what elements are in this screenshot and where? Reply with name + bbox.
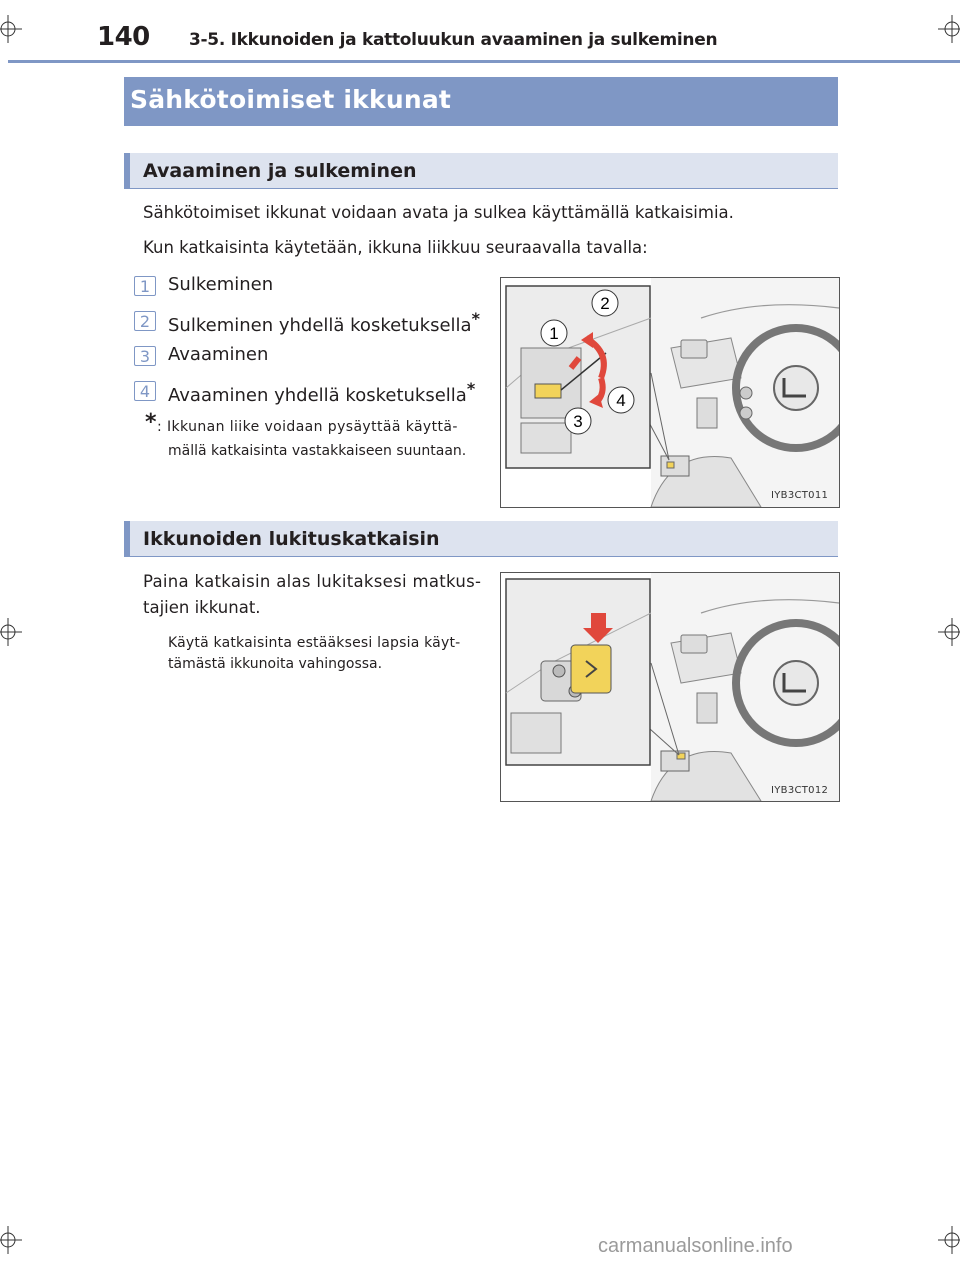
image-code-2: IYB3CT012 <box>771 785 829 796</box>
item-label-1: Sulkeminen <box>168 274 274 295</box>
callout-3: 3 <box>573 412 583 431</box>
main-title: Sähkötoimiset ikkunat <box>130 85 452 114</box>
window-switch-illustration <box>500 277 840 508</box>
callout-1: 1 <box>549 324 559 343</box>
item-label-2: Sulkeminen yhdellä kosketuksella* <box>168 309 480 336</box>
item-number-3: 3 <box>134 346 156 366</box>
footnote-mark: * <box>145 410 157 435</box>
item-label-3: Avaaminen <box>168 344 269 365</box>
header-rule <box>8 60 960 63</box>
section2-text-line-1: Paina katkaisin alas lukitaksesi matkus- <box>143 572 482 591</box>
watermark: carmanualsonline.info <box>598 1235 793 1257</box>
section2-title: Ikkunoiden lukituskatkaisin <box>143 528 440 550</box>
item-number-1: 1 <box>134 276 156 296</box>
window-lock-switch-illustration <box>500 572 840 802</box>
section2-note-line-2: tämästä ikkunoita vahingossa. <box>168 656 383 672</box>
section1-intro-1: Sähkötoimiset ikkunat voidaan avata ja sulkea käyttämällä katkaisimia. <box>143 203 734 222</box>
section2-note-line-1: Käytä katkaisinta estääksesi lapsia käyt- <box>168 635 461 651</box>
footnote-line-1: : Ikkunan liike voidaan pysäyttää käyttä- <box>157 419 458 435</box>
section1-title: Avaaminen ja sulkeminen <box>143 160 417 182</box>
footnote-star: * <box>466 379 476 398</box>
item-number-2: 2 <box>134 311 156 331</box>
item-number-4: 4 <box>134 381 156 401</box>
section2-text-line-2: tajien ikkunat. <box>143 598 261 617</box>
image-code-1: IYB3CT011 <box>771 490 829 501</box>
page-number: 140 <box>97 22 150 52</box>
callout-2: 2 <box>600 294 610 313</box>
footnote-line-2: mällä katkaisinta vastakkaiseen suuntaan. <box>168 443 467 459</box>
section1-intro-2: Kun katkaisinta käytetään, ikkuna liikkuu seuraavalla tavalla: <box>143 238 648 257</box>
callout-4: 4 <box>616 391 626 410</box>
chapter-title: 3-5. Ikkunoiden ja kattoluukun avaaminen ja sulkeminen <box>189 30 718 50</box>
item-label-4: Avaaminen yhdellä kosketuksella* <box>168 379 476 406</box>
footnote-star: * <box>471 309 480 328</box>
